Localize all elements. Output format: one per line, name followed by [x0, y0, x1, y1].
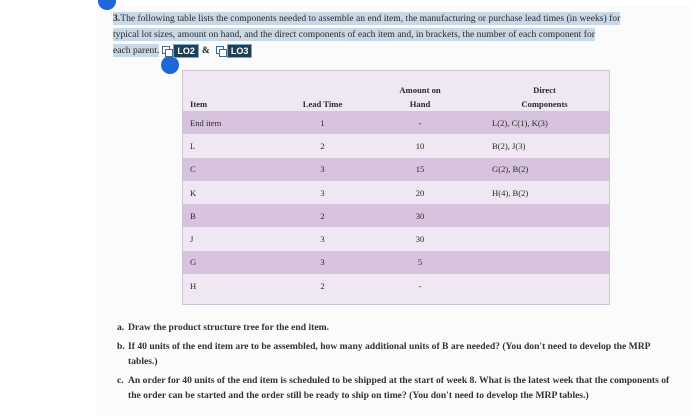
cell-item: C: [183, 158, 285, 181]
cell-item: G: [183, 251, 285, 274]
header-amount-on-hand: Amount on Hand: [399, 85, 441, 109]
cell-item: L: [183, 134, 285, 157]
header-direct-components: Direct Components: [521, 85, 568, 109]
intro-line-3: each parent.: [113, 45, 160, 56]
cell-direct: B(2), J(3): [480, 134, 609, 157]
cell-on-hand: -: [360, 111, 480, 134]
cell-on-hand: 5: [360, 251, 480, 274]
cell-lead-time: 3: [285, 227, 360, 250]
question-number: 3.: [113, 13, 121, 24]
cell-direct: [480, 251, 609, 274]
question-intro: [113, 11, 683, 59]
cell-direct: L(2), C(1), K(3): [480, 111, 609, 134]
cell-on-hand: 30: [360, 227, 480, 250]
cell-direct: [480, 274, 609, 297]
part-text: An order for 40 units of the end item is scheduled to be shipped at the start of week 8. What is the latest week that the components of the order can be started and the order still be ready to ship on time? (You don't need to develop the MRP tables.): [128, 374, 670, 401]
question-part-c: [117, 373, 677, 404]
question-parts: [117, 320, 677, 407]
cell-on-hand: -: [360, 274, 480, 297]
part-label: a.: [117, 322, 125, 333]
copy-icon[interactable]: [162, 46, 171, 55]
table-row: [183, 158, 609, 181]
copy-icon[interactable]: [216, 46, 225, 55]
cell-item: H: [183, 274, 285, 297]
cell-item: B: [183, 204, 285, 227]
cell-lead-time: 1: [285, 111, 360, 134]
cell-item: K: [183, 181, 285, 204]
cell-lead-time: 2: [285, 134, 360, 157]
cell-lead-time: 3: [285, 181, 360, 204]
intro-line-2: typical lot sizes, amount on hand, and the direct components of each item and, in brackets, the number of each component for: [113, 29, 595, 40]
part-text: If 40 units of the end item are to be assembled, how many additional units of B are needed? (You don't need to develop the MRP tables.): [128, 340, 650, 367]
part-label: b.: [117, 340, 125, 352]
question-part-b: [117, 339, 677, 370]
cell-direct: H(4), B(2): [480, 181, 609, 204]
table-row: [183, 274, 609, 297]
table-row: [183, 251, 609, 274]
cell-lead-time: 3: [285, 251, 360, 274]
cell-lead-time: 2: [285, 204, 360, 227]
table-row: [183, 227, 609, 250]
cell-lead-time: 3: [285, 158, 360, 181]
table-row: [183, 204, 609, 227]
cell-on-hand: 15: [360, 158, 480, 181]
table-header-row: [183, 71, 609, 111]
cell-direct: G(2), B(2): [480, 158, 609, 181]
cell-item: End item: [183, 111, 285, 134]
part-text: Draw the product structure tree for the end item.: [128, 322, 329, 333]
lo3-badge[interactable]: LO3: [227, 44, 253, 58]
lo2-badge[interactable]: LO2: [173, 44, 199, 58]
cell-direct: [480, 227, 609, 250]
cell-direct: [480, 204, 609, 227]
table-row: [183, 111, 609, 134]
cell-on-hand: 10: [360, 134, 480, 157]
cell-on-hand: 30: [360, 204, 480, 227]
table-row: [183, 181, 609, 204]
cell-on-hand: 20: [360, 181, 480, 204]
table-row: [183, 134, 609, 157]
question-part-a: [117, 320, 677, 336]
cell-item: J: [183, 227, 285, 250]
ampersand: &: [201, 45, 210, 56]
header-item: Item: [190, 99, 208, 109]
part-label: c.: [117, 374, 124, 386]
cell-lead-time: 2: [285, 274, 360, 297]
intro-line-1: The following table lists the components needed to assemble an end item, the manufacturing or purchase lead times (in weeks) for: [120, 13, 621, 24]
components-table: [182, 70, 610, 305]
header-lead-time: Lead Time: [302, 99, 343, 109]
